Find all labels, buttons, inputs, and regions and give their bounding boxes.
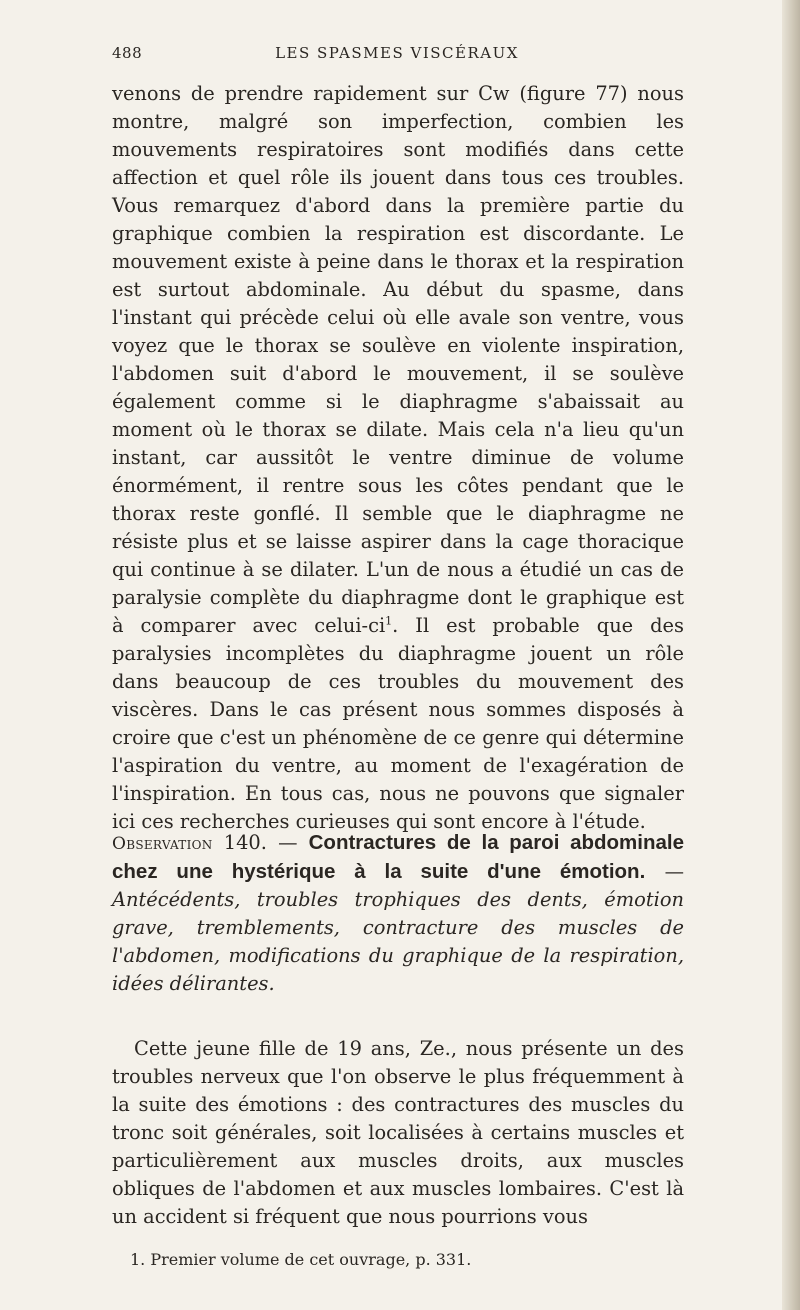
observation-label: Observation bbox=[112, 834, 213, 854]
observation-subtitle: Antécédents, troubles trophiques des dents, émotion grave, tremblements, contracture des muscles de l'abdomen, modifications du graphique de la respiration, idées délirantes. bbox=[112, 888, 684, 995]
paragraph-1-text: venons de prendre rapidement sur Cw (figure 77) nous montre, malgré son imperfection, combien les mouvements respiratoires sont modifiés dans cette affection et quel rôle ils jouent dans tous ces troubles. Vous remarquez d'abord dans la première partie du graphique combien la respiration est discordante. Le mouvement existe à peine dans le thorax et la respiration est surtout abdominale. Au début du spasme, dans l'instant qui précède celui où elle avale son ventre, vous voyez que le thorax se soulève en violente inspiration, l'abdomen suit d'abord le mouvement, il se soulève également comme si le diaphragme s'abaissait au moment où le thorax se dilate. Mais cela n'a lieu qu'un instant, car aussitôt le ventre diminue de volume énormément, il rentre sous les côtes pendant que le thorax reste gonflé. Il semble que le diaphragme ne résiste plus et se laisse aspirer dans la cage thoracique qui continue à se dilater. L'un de nous a étudié un cas de paralysie complète du diaphragme dont le graphique est à comparer avec celui-ci bbox=[112, 82, 684, 637]
footnote-reference[interactable]: 1 bbox=[385, 614, 393, 628]
body-paragraph-2: Cette jeune fille de 19 ans, Ze., nous présente un des troubles nerveux que l'on observe le plus fréquemment à la suite des émotions : des contractures des muscles du tronc soit générales, soit localisées à certains muscles et particulièrement aux muscles droits, aux muscles obliques de l'abdomen et aux muscles lombaires. C'est là un accident si fréquent que nous pourrions vous bbox=[112, 1037, 684, 1228]
page-number: 488 bbox=[112, 44, 143, 62]
page-edge-shadow bbox=[782, 0, 800, 1310]
page-header bbox=[112, 44, 682, 68]
footnote: 1. Premier volume de cet ouvrage, p. 331. bbox=[130, 1250, 472, 1269]
observation-dash: — bbox=[645, 860, 684, 883]
observation-number: 140. — bbox=[223, 831, 298, 854]
observation-title: Contractures de la paroi abdominale chez une hystérique à la suite d'une émotion. bbox=[112, 831, 684, 883]
running-title: LES SPASMES VISCÉRAUX bbox=[275, 44, 519, 62]
observation-heading bbox=[112, 829, 684, 998]
body-paragraph-1 bbox=[112, 80, 684, 836]
paragraph-1-end: . Il est probable que des paralysies incomplètes du diaphragme jouent un rôle dans beaucoup de ces troubles du mouvement des viscères. Dans le cas présent nous sommes disposés à croire que c'est un phénomène de ce genre qui détermine l'aspiration du ventre, au moment de l'exagération de l'inspiration. En tous cas, nous ne pouvons que signaler ici ces recherches curieuses qui sont encore à l'étude. bbox=[112, 614, 684, 833]
